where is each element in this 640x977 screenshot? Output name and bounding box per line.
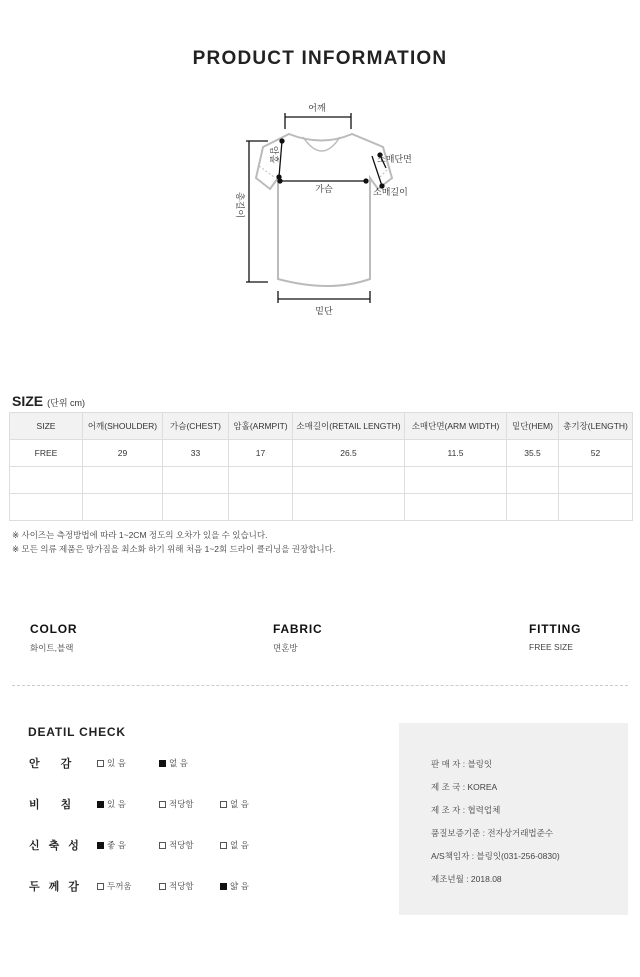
size-section-title [12, 393, 85, 409]
table-cell: 35.5 [507, 440, 559, 467]
size-table [9, 412, 633, 521]
detail-check-option [220, 798, 249, 810]
detail-check-option [97, 757, 126, 769]
label-length: 총길이 [234, 192, 244, 219]
table-cell [507, 494, 559, 521]
table-cell: 29 [83, 440, 163, 467]
detail-check-option-text: 적당함 [169, 799, 194, 809]
size-unit: (단위 cm) [47, 398, 86, 408]
seller-line: 제조년월 : 2018.08 [431, 874, 502, 884]
size-table-header-cell: 소매단면(ARM WIDTH) [405, 413, 507, 440]
detail-check-option-text: 좋 음 [107, 840, 126, 850]
size-table-header-cell: 어깨(SHOULDER) [83, 413, 163, 440]
table-cell: FREE [10, 440, 83, 467]
table-cell [83, 467, 163, 494]
table-cell [229, 494, 293, 521]
table-row [10, 440, 633, 467]
unchecked-box-icon [97, 760, 104, 767]
page-title: PRODUCT INFORMATION [192, 48, 448, 69]
detail-check-option [159, 839, 194, 851]
table-cell: 26.5 [293, 440, 405, 467]
table-cell [405, 494, 507, 521]
label-chest: 가슴 [315, 185, 333, 195]
size-table-header-cell: 총기장(LENGTH) [559, 413, 633, 440]
color-value: 화이트,블랙 [30, 643, 74, 653]
detail-check-option [97, 839, 126, 851]
seller-line: A/S책임자 : 블링잇(031-256-0830) [431, 851, 560, 861]
checked-box-icon [97, 801, 104, 808]
seller-line: 품질보증기준 : 전자상거래법준수 [431, 828, 554, 838]
detail-check-option [97, 798, 126, 810]
size-table-header-cell: 밑단(HEM) [507, 413, 559, 440]
label-armpit: 암홀 [268, 146, 278, 164]
detail-check-title: DEATIL CHECK [28, 725, 126, 739]
detail-check-label: 안 감 [29, 758, 81, 770]
table-cell [10, 494, 83, 521]
note-line: ※ 모든 의류 제품은 망가짐을 최소화 하기 위해 처음 1~2회 드라이 클리닝을 권장합니다. [12, 544, 336, 554]
size-table-body [10, 440, 633, 521]
size-title: SIZE [12, 393, 44, 409]
table-cell [83, 494, 163, 521]
table-cell [293, 467, 405, 494]
garment-diagram [230, 95, 430, 325]
seller-info-box [399, 723, 628, 915]
table-cell [10, 467, 83, 494]
detail-check-label: 두께감 [29, 881, 88, 893]
detail-check-label: 비 침 [29, 799, 81, 811]
table-cell: 17 [229, 440, 293, 467]
detail-check-option [159, 757, 188, 769]
table-cell: 52 [559, 440, 633, 467]
color-label: COLOR [30, 622, 78, 636]
size-table-header-cell: 소매길이(RETAIL LENGTH) [293, 413, 405, 440]
detail-check-option-text: 적당함 [169, 840, 194, 850]
detail-check-option-text: 없 음 [230, 799, 249, 809]
detail-check-option [97, 880, 132, 892]
unchecked-box-icon [220, 842, 227, 849]
table-cell [163, 494, 229, 521]
fitting-value: FREE SIZE [529, 642, 573, 652]
unchecked-box-icon [97, 883, 104, 890]
label-cuff: 소매단면 [377, 155, 412, 165]
size-notes [12, 528, 335, 556]
checked-box-icon [159, 760, 166, 767]
table-cell [163, 467, 229, 494]
table-cell [293, 494, 405, 521]
label-sleeve: 소매길이 [373, 188, 408, 198]
checked-box-icon [97, 842, 104, 849]
table-cell: 11.5 [405, 440, 507, 467]
fabric-value: 면혼방 [273, 643, 298, 653]
detail-check-option [159, 798, 194, 810]
detail-check-option [159, 880, 194, 892]
unchecked-box-icon [159, 842, 166, 849]
checked-box-icon [220, 883, 227, 890]
unchecked-box-icon [159, 883, 166, 890]
detail-check-option-text: 있 음 [107, 758, 126, 768]
table-row [10, 494, 633, 521]
detail-check-label: 신축성 [29, 840, 88, 852]
unchecked-box-icon [220, 801, 227, 808]
seller-line: 제 조 국 : KOREA [431, 782, 498, 792]
table-cell [559, 494, 633, 521]
detail-check-option [220, 880, 249, 892]
size-table-header-cell: SIZE [10, 413, 83, 440]
detail-check-option-text: 있 음 [107, 799, 126, 809]
detail-check-option [220, 839, 249, 851]
size-table-header [10, 413, 633, 440]
seller-line: 제 조 자 : 협력업체 [431, 805, 501, 815]
table-cell: 33 [163, 440, 229, 467]
label-hem: 밑단 [315, 307, 333, 317]
detail-check-option-text: 없 음 [169, 758, 188, 768]
unchecked-box-icon [159, 801, 166, 808]
note-line: ※ 사이즈는 측정방법에 따라 1~2CM 정도의 오차가 있을 수 있습니다. [12, 530, 268, 540]
fabric-label: FABRIC [273, 622, 323, 636]
seller-line: 판 매 자 : 블링잇 [431, 759, 493, 769]
detail-check-option-text: 적당함 [169, 881, 194, 891]
size-table-header-cell: 가슴(CHEST) [163, 413, 229, 440]
detail-check-option-text: 없 음 [230, 840, 249, 850]
table-cell [229, 467, 293, 494]
label-shoulder: 어깨 [308, 104, 326, 114]
table-cell [405, 467, 507, 494]
size-table-header-cell: 암홀(ARMPIT) [229, 413, 293, 440]
table-cell [559, 467, 633, 494]
section-divider [12, 685, 628, 686]
table-cell [507, 467, 559, 494]
fitting-label: FITTING [529, 622, 582, 636]
table-row [10, 467, 633, 494]
detail-check-option-text: 얇 음 [230, 881, 249, 891]
detail-check-option-text: 두꺼움 [107, 881, 132, 891]
